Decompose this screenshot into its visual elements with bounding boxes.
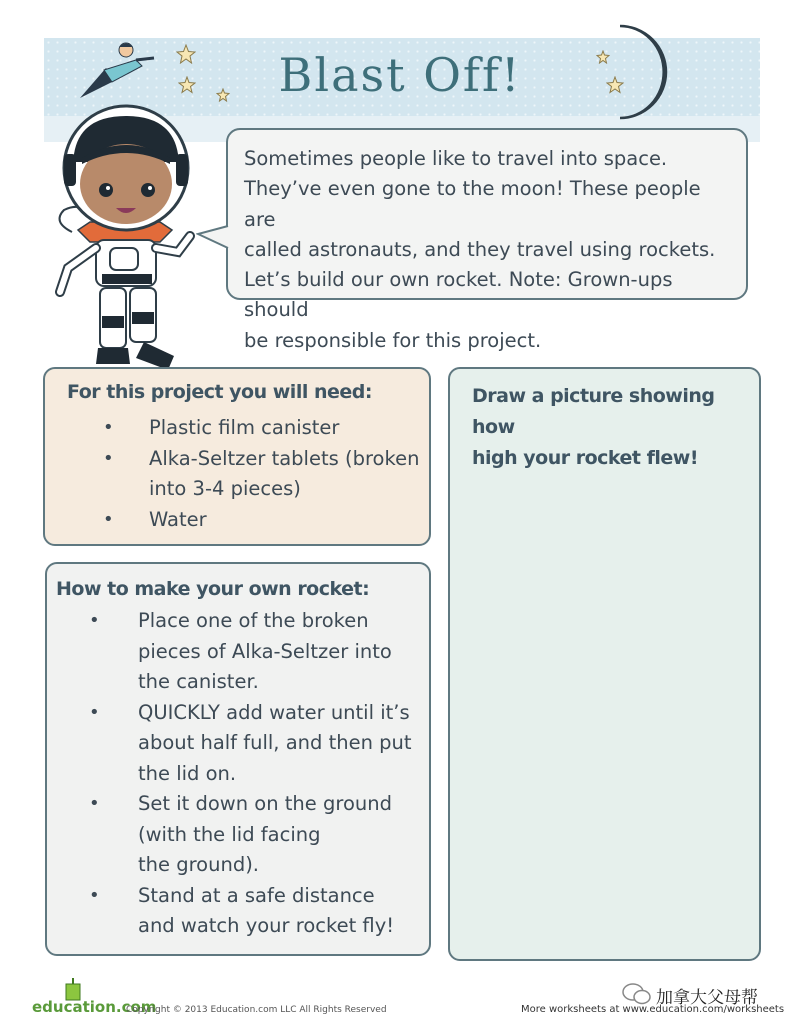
watermark-text: 加拿大父母帮 bbox=[656, 988, 758, 1008]
list-item-text: Water bbox=[149, 507, 207, 531]
intro-line: be responsible for this project. bbox=[244, 328, 542, 352]
instructions-list bbox=[89, 606, 412, 942]
materials-list bbox=[103, 413, 419, 535]
intro-line: Sometimes people like to travel into space. bbox=[244, 147, 668, 170]
page-title: Blast Off! bbox=[278, 48, 522, 102]
instructions-heading: How to make your own rocket: bbox=[56, 578, 370, 600]
intro-line: called astronauts, and they travel using rockets. bbox=[244, 237, 716, 261]
bullet: • bbox=[89, 701, 100, 723]
list-item bbox=[89, 606, 412, 698]
list-item bbox=[89, 789, 412, 881]
list-item-text: the ground). bbox=[138, 853, 259, 876]
drawing-prompt bbox=[472, 381, 759, 474]
list-item bbox=[103, 444, 419, 505]
star-icon bbox=[176, 44, 196, 64]
list-item-text: the lid on. bbox=[138, 761, 237, 785]
star-icon bbox=[596, 50, 610, 64]
materials-heading: For this project you will need: bbox=[67, 381, 372, 403]
list-item-text: Stand at a safe distance bbox=[138, 883, 375, 907]
list-item bbox=[103, 505, 419, 536]
list-item-text: pieces of Alka-Seltzer into bbox=[138, 639, 392, 663]
bullet: • bbox=[103, 417, 114, 438]
list-item bbox=[103, 413, 419, 444]
intro-line: Let’s build our own rocket. Note: Grown-ups should bbox=[244, 268, 673, 322]
star-icon bbox=[216, 88, 230, 102]
intro-line: They’ve even gone to the moon! These people are bbox=[244, 177, 701, 231]
list-item bbox=[89, 698, 412, 790]
bullet: • bbox=[89, 610, 100, 631]
bullet: • bbox=[89, 884, 100, 906]
list-item-text: Alka-Seltzer tablets (broken bbox=[149, 446, 420, 470]
list-item-text: (with the lid facing bbox=[138, 822, 321, 846]
astronaut-icon bbox=[50, 102, 200, 382]
moon-icon bbox=[600, 24, 680, 120]
materials-box bbox=[43, 367, 431, 546]
list-item-text: QUICKLY add water until it’s bbox=[138, 700, 410, 724]
list-item bbox=[89, 881, 412, 942]
star-icon bbox=[178, 76, 196, 94]
drawing-area[interactable] bbox=[448, 367, 761, 961]
bullet: • bbox=[103, 508, 114, 530]
copyright-text: Copyright © 2013 Education.com LLC All Rights Reserved bbox=[126, 1005, 387, 1015]
list-item-text: Set it down on the ground bbox=[138, 792, 392, 815]
list-item-text: Plastic film canister bbox=[149, 416, 340, 439]
intro-text bbox=[228, 130, 746, 356]
list-item-text: into 3-4 pieces) bbox=[149, 477, 301, 500]
drawing-prompt-line: Draw a picture showing how bbox=[472, 385, 715, 438]
more-worksheets-link[interactable]: More worksheets at www.education.com/worksheets bbox=[521, 1004, 785, 1015]
speech-bubble-tail bbox=[196, 222, 230, 252]
drawing-prompt-line: high your rocket flew! bbox=[472, 447, 699, 469]
star-icon bbox=[606, 76, 624, 94]
bullet: • bbox=[103, 447, 114, 469]
list-item-text: about half full, and then put bbox=[138, 731, 412, 754]
list-item-text: Place one of the broken bbox=[138, 609, 369, 632]
flying-hero-icon bbox=[76, 40, 158, 104]
education-logo[interactable]: education.com bbox=[32, 998, 157, 1016]
intro-speech-bubble bbox=[226, 128, 748, 352]
wechat-icon bbox=[622, 982, 652, 1006]
instructions-box bbox=[45, 562, 431, 956]
list-item-text: and watch your rocket fly! bbox=[138, 914, 395, 937]
list-item-text: the canister. bbox=[138, 670, 259, 693]
bullet: • bbox=[89, 793, 100, 814]
